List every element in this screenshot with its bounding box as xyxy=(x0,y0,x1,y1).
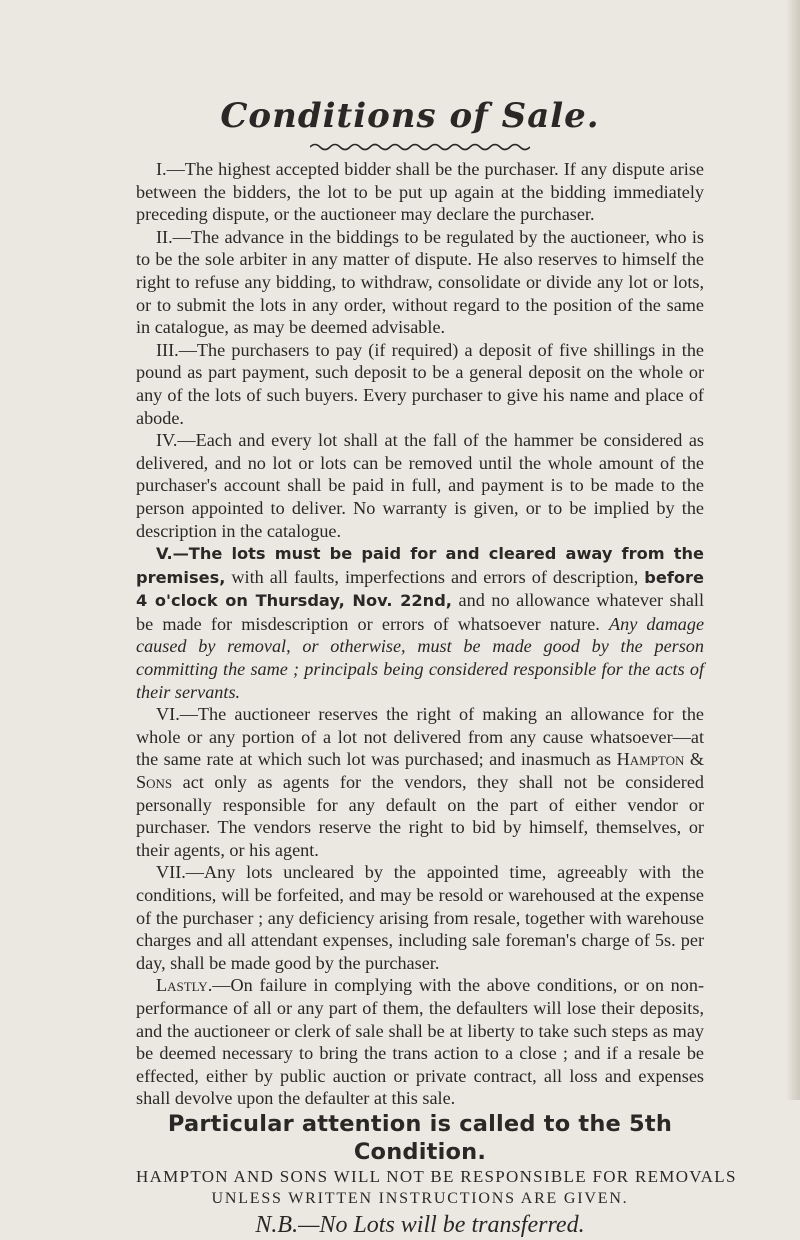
particular-attention: Particular attention is called to the 5th Condition. xyxy=(167,1110,673,1165)
clause-7: VII.—Any lots uncleared by the appointed time, agreeably with the conditions, will be forfeited, and may be resold or warehoused at the expense of the purchaser ; any deficiency arising from resale, together with warehouse charges and all attendant expenses, including sale foreman's charge of 5s. per day, shall be made good by the purchaser. xyxy=(136,862,704,973)
page-title: Conditions of Sale. xyxy=(220,96,600,136)
removals-notice-line-2: UNLESS WRITTEN INSTRUCTIONS ARE GIVEN. xyxy=(211,1189,629,1207)
clause-6-text-b: act only as agents for the vendors, they shall not be considered personally responsible for any default on the part of either vendor or purchaser. The vendors reserve the right to bid by himself, themselves, or their agents, or his agent. xyxy=(136,772,704,860)
clause-5-heading: V.—The lots must be paid for and cleared away from the premises, xyxy=(136,544,704,587)
clause-6-text-a: VI.—The auctioneer reserves the right of making an allowance for the whole or any portion of a lot not delivered from any cause whatsoever—at the same rate at which such lot was purchased; and inasmuch as xyxy=(136,704,704,770)
clause-6 xyxy=(136,703,704,861)
clause-5-deadline: before 4 o'clock on Thursday, Nov. 22nd, xyxy=(136,567,704,611)
removals-notice-line-1: HAMPTON AND SONS WILL NOT BE RESPONSIBLE FOR REMOVALS xyxy=(136,1166,737,1186)
clause-1: I.—The highest accepted bidder shall be the purchaser. If any dispute arise between the bidders, the lot to be put up again at the bidding immediately preceding dispute, or the auctioneer may declare the purchaser. xyxy=(136,159,704,225)
nb-transfer-note: N.B.—No Lots will be transferred. xyxy=(255,1211,585,1238)
page-edge-shadow xyxy=(786,0,800,1100)
clause-lastly-body: —On failure in complying with the above conditions, or on non-performance of all or any part of them, the defaulters will lose their deposits, and the auctioneer or clerk of sale shall be at liberty to take such steps as may be deemed necessary to bring the trans action to a close ; and if a resale be effected, either by public auction or private contract, all loss and expenses shall devolve upon the defaulter at this sale. xyxy=(136,975,704,1109)
clause-2: II.—The advance in the biddings to be regulated by the auctioneer, who is to be the sole arbiter in any matter of dispute. He also reserves to himself the right to refuse any bidding, to withdraw, consolidate or divide any lot or lots, or to submit the lots in any order, without regard to the position of the same in catalogue, as may be deemed advisable. xyxy=(136,226,704,338)
clause-5-damage: Any damage caused by removal, or otherwise, must be made good by the person committing the same ; principals being considered responsible for the acts of their servants. xyxy=(136,613,705,702)
clause-6-firm: Hampton & Sons xyxy=(136,749,705,793)
clause-5-allowance: and no allowance whatever shall be made for misdescription or errors of whatsoever nature. xyxy=(136,590,705,634)
wavy-rule-icon xyxy=(310,142,530,152)
clause-5 xyxy=(136,542,704,703)
clause-4: IV.—Each and every lot shall at the fall of the hammer be considered as delivered, and no lot or lots can be removed until the whole amount of the purchaser's account shall be paid in full, and payment is to be made to the person appointed to deliver. No warranty is given, or to be implied by the description in the catalogue. xyxy=(136,430,704,541)
clause-3: III.—The purchasers to pay (if required) a deposit of five shillings in the pound as part payment, such deposit to be a general deposit on the whole or any of the lots of such buyers. Every purchaser to give his name and place of abode. xyxy=(136,339,704,428)
clause-lastly-lead: Lastly. xyxy=(156,975,213,996)
clause-5-faults: with all faults, imperfections and errors of description, xyxy=(231,566,639,587)
clause-lastly xyxy=(136,974,704,1110)
